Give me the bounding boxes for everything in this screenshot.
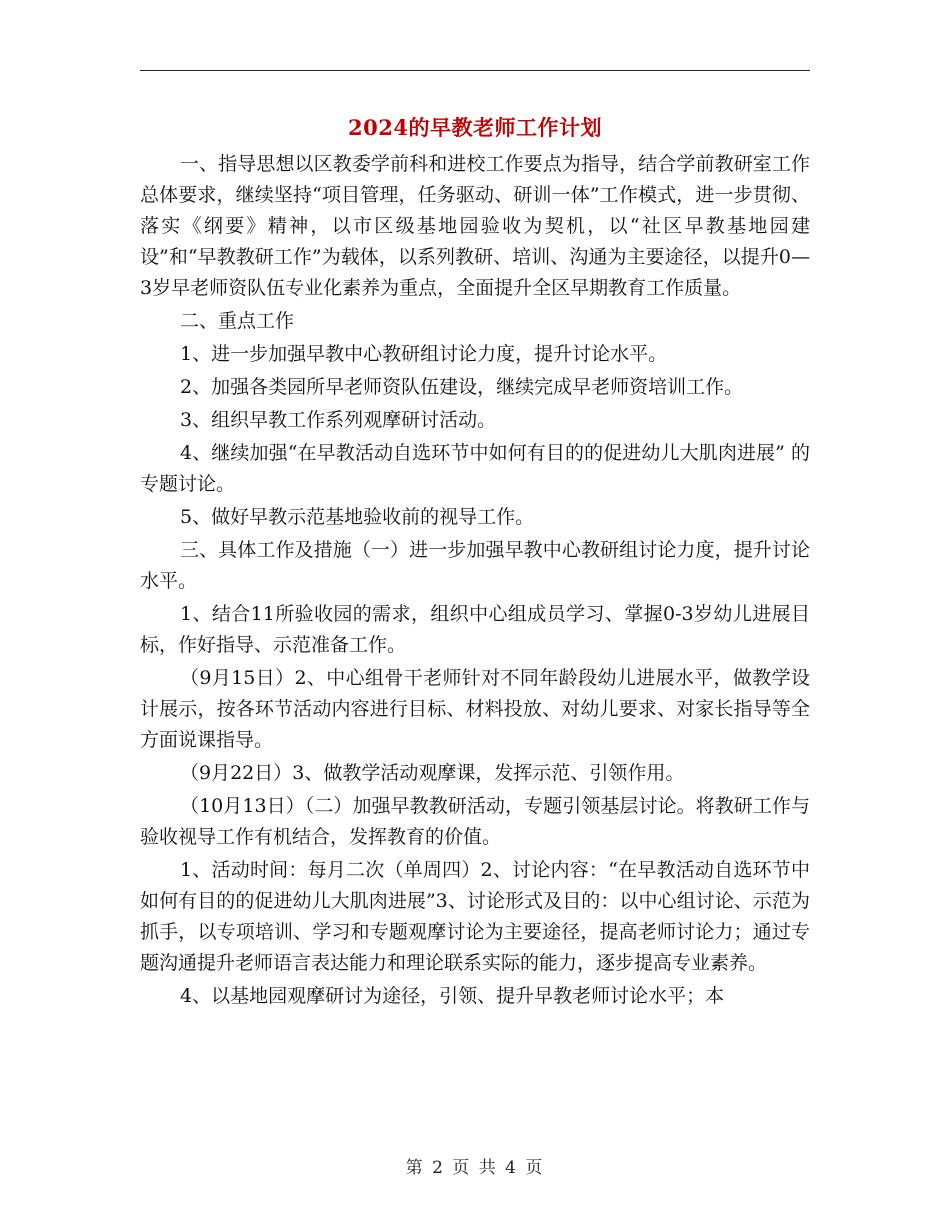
document-title: 2024的早教老师工作计划 <box>348 115 602 140</box>
header-rule <box>140 70 810 71</box>
paragraph-measure-2: （9月15日）2、中心组骨干老师针对不同年龄段幼儿进展水平，做教学设计展示，按各环节活动内容进行目标、材料投放、对幼儿要求、对家长指导等全方面说课指导。 <box>140 667 810 751</box>
paragraph-key-work-3: 3、组织早教工作系列观摩研讨活动。 <box>180 409 497 431</box>
paragraph-key-work-1: 1、进一步加强早教中心教研组讨论力度，提升讨论水平。 <box>180 343 668 365</box>
document-body <box>140 149 810 1012</box>
paragraph-guiding-ideology: 一、指导思想以区教委学前科和进校工作要点为指导，结合学前教研室工作总体要求，继续坚持“项目管理，任务驱动、研训一体”工作模式，进一步贯彻、落实《纲要》精神，以市区级基地园验收为契机，以“社区早教基地园建设”和“早教教研工作”为载体，以系列教研、培训、沟通为主要途径，以提升0—3岁早老师资队伍专业化素养为重点，全面提升全区早期教育工作质量。 <box>140 153 810 299</box>
paragraph-measures-heading: 三、具体工作及措施（一）进一步加强早教中心教研组讨论力度，提升讨论水平。 <box>140 539 810 592</box>
paragraph-key-work-heading: 二、重点工作 <box>180 310 295 332</box>
paragraph-activity-details: 1、活动时间：每月二次（单周四）2、讨论内容：“在早教活动自选环节中如何有目的的促进幼儿大肌肉进展”3、讨论形式及目的：以中心组讨论、示范为抓手，以专项培训、学习和专题观摩讨论为主要途径，提高老师讨论力；通过专题沟通提升老师语言表达能力和理论联系实际的能力，逐步提高专业素养。 <box>140 859 810 974</box>
paragraph-measure-1: 1、结合11所验收园的需求，组织中心组成员学习、掌握0-3岁幼儿进展目标，作好指导、示范准备工作。 <box>140 603 810 656</box>
paragraph-key-work-2: 2、加强各类园所早老师资队伍建设，继续完成早老师资培训工作。 <box>180 376 744 398</box>
paragraph-measure-3: （9月22日）3、做教学活动观摩课，发挥示范、引领作用。 <box>180 762 685 784</box>
paragraph-key-work-4: 4、继续加强“在早教活动自选环节中如何有目的的促进幼儿大肌肉进展” 的专题讨论。 <box>140 442 810 495</box>
page-number-footer: 第 2 页 共 4 页 <box>405 1158 545 1178</box>
paragraph-base-observation: 4、以基地园观摩研讨为途径，引领、提升早教老师讨论水平；本 <box>180 985 725 1007</box>
paragraph-research-activities: （10月13日）（二）加强早教教研活动，专题引领基层讨论。将教研工作与验收视导工作有机结合，发挥教育的价值。 <box>140 795 810 848</box>
paragraph-key-work-5: 5、做好早教示范基地验收前的视导工作。 <box>180 506 535 528</box>
